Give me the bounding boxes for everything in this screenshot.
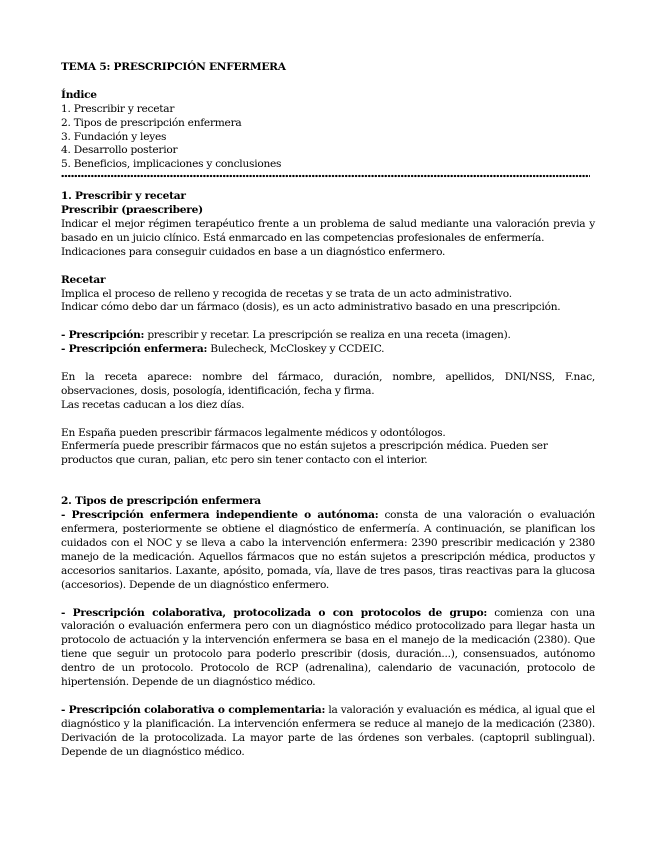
- index-item: 5. Beneficios, implicaciones y conclusiones: [61, 158, 282, 171]
- espana-paragraph: Enfermería puede prescribir fármacos que no están sujetos a prescripción médica. Pueden ser productos que curan, palian, etc pero sin tener contacto con el interior.: [61, 440, 548, 467]
- section1-heading: 1. Prescribir y recetar: [61, 190, 186, 203]
- spacer: [61, 75, 595, 89]
- prescription-type-text: consta de una valoración o evaluación enfermera, posteriormente se obtiene el diagnóstico de enfermería. A continuación, se planifican los cuidados con el NOC y se lleva a cabo la intervención enfermera: 2390 prescribir medicación y 2380 manejo de la medicación. Aquellos fármacos que no están sujetos a prescripción médica, productos y accesorios sanitarios. Laxante, apósito, pomada, vía, llave de tres pasos, tiras reactivas para la glucosa (accesorios). Depende de un diagnóstico enfermero.: [61, 509, 596, 591]
- prescription-type-term: - Prescripción colaborativa, protocolizada o con protocolos de grupo:: [61, 606, 488, 619]
- spacer: [61, 413, 595, 427]
- recetar-heading: Recetar: [61, 273, 106, 286]
- definition-text: prescribir y recetar. La prescripción se realiza en una receta (imagen).: [144, 329, 511, 342]
- spacer: [61, 179, 595, 190]
- prescription-type-text: la valoración y evaluación es médica, al igual que el diagnóstico y la planificación. La intervención enfermera se reduce al manejo de la medicación (2380). Derivación de la protocolizada. La mayor parte de las órdenes son verbales. (captopril sublingual). Depende de un diagnóstico médico.: [61, 703, 595, 758]
- prescription-type: [61, 607, 595, 690]
- prescribir-heading: Prescribir (praescribere): [61, 204, 203, 217]
- recetar-paragraph: Implica el proceso de relleno y recogida de recetas y se trata de un acto administrativo.: [61, 287, 512, 300]
- spacer: [61, 315, 595, 329]
- document-title: TEMA 5: PRESCRIPCIÓN ENFERMERA: [61, 61, 286, 73]
- prescribir-paragraph: Indicaciones para conseguir cuidados en base a un diagnóstico enfermero.: [61, 245, 446, 258]
- definition-item: [61, 343, 595, 357]
- spacer: [61, 468, 595, 495]
- definition-term: - Prescripción:: [61, 329, 145, 342]
- index-item: 1. Prescribir y recetar: [61, 102, 175, 115]
- definition-item: [61, 329, 595, 343]
- prescribir-paragraph: Indicar el mejor régimen terapéutico frente a un problema de salud mediante una valoración previa y basado en un juicio clínico. Está enmarcado en las competencias profesionales de enfermería.: [61, 218, 595, 244]
- spacer: [61, 260, 595, 274]
- espana-paragraph: En España pueden prescribir fármacos legalmente médicos y odontólogos.: [61, 426, 446, 439]
- section2-heading: 2. Tipos de prescripción enfermera: [61, 495, 261, 508]
- prescription-type-term: - Prescripción colaborativa o complementaria:: [61, 703, 326, 716]
- prescription-type: [61, 509, 595, 592]
- prescription-type: [61, 704, 595, 760]
- spacer: [61, 593, 595, 607]
- receta-paragraph: Las recetas caducan a los diez días.: [61, 398, 245, 411]
- index-heading: Índice: [61, 88, 97, 101]
- spacer: [61, 690, 595, 704]
- receta-paragraph: En la receta aparece: nombre del fármaco, duración, nombre, apellidos, DNI/NSS, F.nac, observaciones, dosis, posología, identificación, fecha y firma.: [61, 370, 595, 397]
- prescription-type-text: comienza con una valoración o evaluación enfermera pero con un diagnóstico médico protocolizado para llegar hasta un protocolo de actuación y la intervención enfermera se basa en el manejo de la medicación (2380). Que tiene que seguir un protocolo para poderlo prescribir (dosis, duración...), consensuados, autónomo dentro de un protocolo. Protocolo de RCP (adrenalina), calendario de vacunación, protocolo de hipertensión. Depende de un diagnóstico médico.: [61, 606, 595, 689]
- index-item: 4. Desarrollo posterior: [61, 144, 178, 157]
- recetar-paragraph: Indicar cómo debo dar un fármaco (dosis), es un acto administrativo basado en una prescripción.: [61, 301, 561, 314]
- spacer: [61, 357, 595, 371]
- index-item: 2. Tipos de prescripción enfermera: [61, 116, 242, 129]
- definition-term: - Prescripción enfermera:: [61, 343, 208, 356]
- index-item: 3. Fundación y leyes: [61, 130, 167, 143]
- prescription-type-term: - Prescripción enfermera independiente o autónoma:: [61, 509, 379, 522]
- definition-text: Bulecheck, McCloskey y CCDEIC.: [207, 343, 385, 356]
